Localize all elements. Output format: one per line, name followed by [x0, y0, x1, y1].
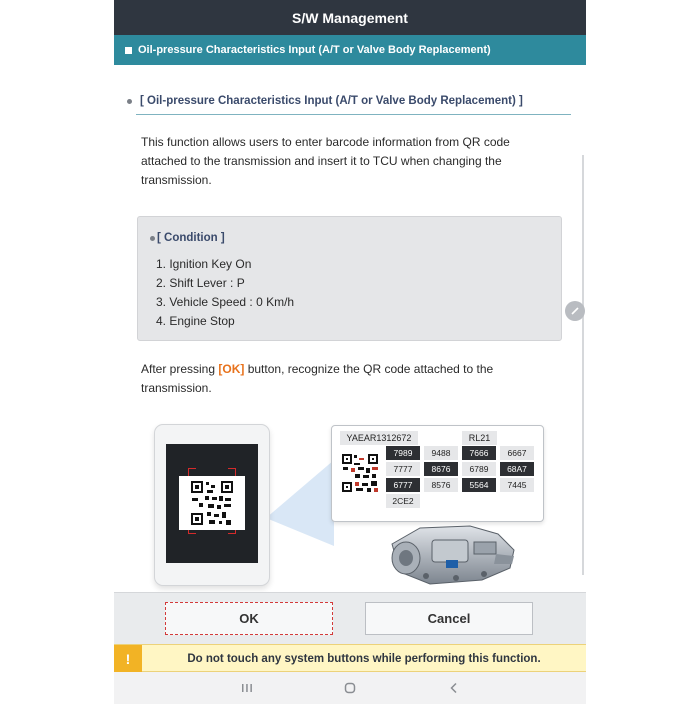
instruction-before: After pressing: [141, 362, 219, 376]
tablet-device-icon: [154, 424, 270, 586]
condition-title: [ Condition ]: [157, 232, 225, 244]
label-cell: 7666: [462, 446, 496, 460]
barcode-label-card: [331, 425, 544, 522]
qr-code-icon: [179, 476, 245, 530]
label-cell: 6789: [462, 462, 496, 476]
bullet-icon: [150, 236, 155, 241]
label-cell: 6777: [386, 478, 420, 492]
tablet-screen: [166, 444, 258, 563]
condition-item: 4. Engine Stop: [156, 314, 235, 328]
content-area[interactable]: [114, 65, 586, 592]
transmission-icon: [386, 510, 520, 590]
section-title: [ Oil-pressure Characteristics Input (A/T or Valve Body Replacement) ]: [140, 95, 523, 107]
label-cell: 7989: [386, 446, 420, 460]
recent-apps-icon[interactable]: [235, 680, 259, 696]
app-window: [114, 0, 586, 704]
label-cell: 8576: [424, 478, 458, 492]
label-code-right: RL21: [462, 431, 497, 445]
button-bar: [114, 592, 586, 644]
label-cell: 5564: [462, 478, 496, 492]
label-cell: 6667: [500, 446, 534, 460]
bullet-icon: [127, 99, 132, 104]
ok-highlight: [OK]: [218, 362, 245, 376]
label-cell: 9488: [424, 446, 458, 460]
warning-bar: [114, 644, 586, 672]
divider: [136, 114, 571, 115]
label-cell: 2CE2: [386, 494, 420, 508]
window-title: S/W Management: [292, 9, 408, 26]
cancel-button[interactable]: Cancel: [365, 602, 533, 635]
sub-header-title: Oil-pressure Characteristics Input (A/T or Valve Body Replacement): [138, 44, 491, 56]
condition-list: [156, 255, 294, 331]
label-cell: 7445: [500, 478, 534, 492]
ok-button[interactable]: OK: [165, 602, 333, 635]
condition-item: 1. Ignition Key On: [156, 257, 252, 271]
condition-box: [137, 216, 562, 341]
condition-heading: [150, 232, 225, 244]
scrollbar-track[interactable]: [582, 155, 584, 575]
label-cell: 68A7: [500, 462, 534, 476]
small-qr-code-icon: [341, 453, 379, 493]
home-icon[interactable]: [338, 680, 362, 696]
condition-item: 2. Shift Lever : P: [156, 276, 245, 290]
back-icon[interactable]: [442, 680, 466, 696]
square-bullet-icon: [125, 47, 132, 54]
system-nav-bar: [114, 672, 586, 704]
description-text: This function allows users to enter barcode information from QR code attached to the transmission and insert it to TCU when changing the transmission.: [141, 135, 510, 187]
instruction-text: [141, 360, 551, 398]
sub-header: [114, 35, 586, 65]
label-cell: 8676: [424, 462, 458, 476]
section-heading: [127, 95, 523, 107]
condition-item: 3. Vehicle Speed : 0 Km/h: [156, 295, 295, 309]
label-code-left: YAEAR1312672: [340, 431, 418, 445]
instruction-after: button, recognize the QR code attached to the transmission.: [141, 362, 494, 395]
qr-scan-illustration: [154, 420, 554, 590]
warning-text: Do not touch any system buttons while performing this function.: [187, 652, 541, 665]
scroll-handle-icon[interactable]: [565, 301, 585, 321]
title-bar: [114, 0, 586, 35]
warning-icon: !: [114, 645, 142, 672]
label-cell: 7777: [386, 462, 420, 476]
